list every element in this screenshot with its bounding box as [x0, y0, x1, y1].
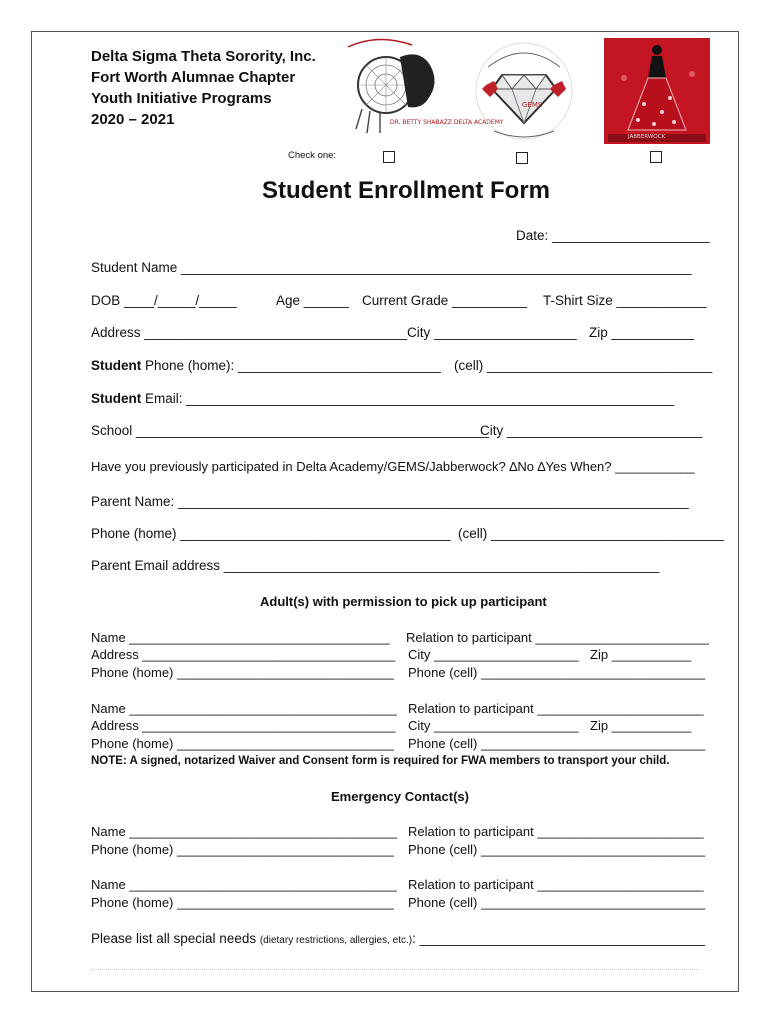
parent-phone-field[interactable]: Phone (home) ____________________________________ [91, 526, 451, 541]
pickup1-relation-field[interactable]: Relation to participant ________________________ [406, 630, 709, 645]
age-field[interactable]: Age ______ [276, 293, 349, 308]
school-field[interactable]: School _______________________________________________ [91, 423, 489, 438]
school-city-field[interactable]: City __________________________ [480, 423, 703, 438]
special-needs-line: : ______________________________________ [412, 931, 705, 946]
emergency1-phone-field[interactable]: Phone (home) ______________________________ [91, 842, 394, 857]
pickup2-cell-field[interactable]: Phone (cell) _______________________________ [408, 736, 706, 751]
special-needs-label: Please list all special needs [91, 931, 260, 946]
pickup2-phone-field[interactable]: Phone (home) ______________________________ [91, 736, 394, 751]
pickup1-address-field[interactable]: Address ___________________________________ [91, 647, 396, 662]
checkbox-gems[interactable] [516, 152, 528, 164]
city-field[interactable]: City ___________________ [407, 325, 577, 340]
date-field[interactable]: Date: _____________________ [516, 228, 710, 243]
logo2-caption: GEMS [522, 101, 543, 109]
dob-field[interactable]: DOB ____/_____/_____ [91, 293, 237, 308]
pickup-heading: Adult(s) with permission to pick up participant [260, 594, 547, 609]
current-grade-field[interactable]: Current Grade __________ [362, 293, 528, 308]
emergency1-relation-field[interactable]: Relation to participant _______________________ [408, 824, 704, 839]
chapter-name: Fort Worth Alumnae Chapter [91, 69, 296, 86]
previous-participation-question[interactable]: Have you previously participated in Delta Academy/GEMS/Jabberwock? ∆No ∆Yes When? ___________ [91, 459, 695, 474]
student-phone-bold: Student [91, 358, 142, 373]
pickup2-zip-field[interactable]: Zip ___________ [590, 718, 692, 733]
zip-field[interactable]: Zip ___________ [589, 325, 695, 340]
parent-cell-field[interactable]: (cell) _______________________________ [458, 526, 724, 541]
form-title: Student Enrollment Form [262, 177, 550, 204]
emergency1-cell-field[interactable]: Phone (cell) _______________________________ [408, 842, 706, 857]
student-cell-field[interactable]: (cell) ______________________________ [454, 358, 713, 373]
tshirt-size-field[interactable]: T-Shirt Size ____________ [543, 293, 707, 308]
emergency1-name-field[interactable]: Name _____________________________________ [91, 824, 397, 839]
student-email-bold: Student [91, 391, 142, 406]
logo1-caption: DR. BETTY SHABAZZ DELTA ACADEMY [390, 119, 504, 126]
special-needs-field[interactable] [91, 931, 705, 946]
checkbox-jabberwock[interactable] [650, 151, 662, 163]
pickup1-name-field[interactable]: Name ____________________________________ [91, 630, 390, 645]
emergency2-phone-field[interactable]: Phone (home) ______________________________ [91, 895, 394, 910]
pickup2-name-field[interactable]: Name _____________________________________ [91, 701, 397, 716]
pickup1-city-field[interactable]: City ____________________ [408, 647, 579, 662]
parent-email-field[interactable]: Parent Email address __________________________________________________________ [91, 558, 660, 573]
student-name-field[interactable]: Student Name ____________________________________________________________________ [91, 260, 692, 275]
emergency-heading: Emergency Contact(s) [331, 789, 469, 804]
pickup1-zip-field[interactable]: Zip ___________ [590, 647, 692, 662]
emergency2-name-field[interactable]: Name _____________________________________ [91, 877, 397, 892]
transport-note: NOTE: A signed, notarized Waiver and Consent form is required for FWA members to transport your child. [91, 755, 670, 767]
delta-academy-logo [340, 37, 504, 145]
student-phone-text: Phone (home): ___________________________ [141, 358, 441, 373]
program-name: Youth Initiative Programs [91, 90, 272, 107]
org-name: Delta Sigma Theta Sorority, Inc. [91, 48, 316, 65]
program-year: 2020 – 2021 [91, 111, 175, 128]
student-email-field[interactable] [91, 391, 674, 406]
special-needs-hint: (dietary restrictions, allergies, etc.) [259, 935, 413, 946]
pickup2-relation-field[interactable]: Relation to participant _______________________ [408, 701, 704, 716]
student-email-text: Email: _________________________________________________________________ [141, 391, 675, 406]
pickup2-city-field[interactable]: City ____________________ [408, 718, 579, 733]
check-one-label: Check one: [288, 150, 337, 161]
emergency2-relation-field[interactable]: Relation to participant _______________________ [408, 877, 704, 892]
jabberwock-logo [604, 38, 710, 144]
gems-logo [470, 37, 578, 145]
pickup2-address-field[interactable]: Address ___________________________________ [91, 718, 396, 733]
student-phone-field[interactable] [91, 358, 441, 373]
parent-name-field[interactable]: Parent Name: ____________________________________________________________________ [91, 494, 689, 509]
pickup1-cell-field[interactable]: Phone (cell) _______________________________ [408, 665, 706, 680]
emergency2-cell-field[interactable]: Phone (cell) _______________________________ [408, 895, 706, 910]
checkbox-delta-academy[interactable] [383, 151, 395, 163]
address-field[interactable]: Address ___________________________________ [91, 325, 408, 340]
special-needs-extra-line[interactable] [91, 969, 699, 970]
logo3-caption: JABBERWOCK [628, 134, 666, 140]
pickup1-phone-field[interactable]: Phone (home) ______________________________ [91, 665, 394, 680]
